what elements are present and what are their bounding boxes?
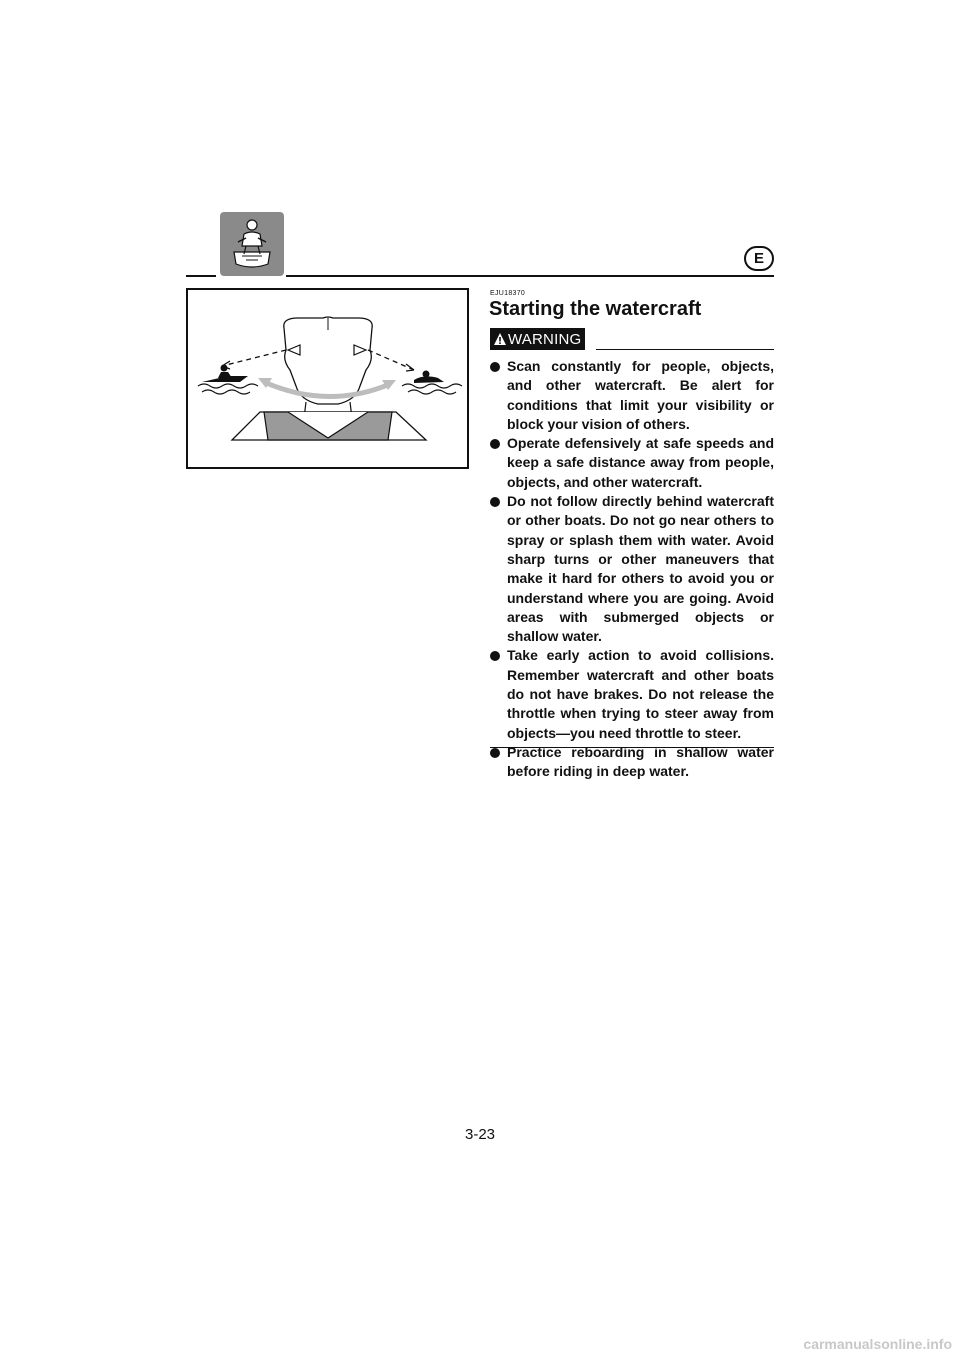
list-item: Take early action to avoid collisions. Remember watercraft and other boats do not have brakes. Do not release the throttle when trying to steer away from objects—you need throttle to steer. [490, 646, 774, 742]
section-title: Starting the watercraft [489, 298, 702, 320]
rider-vision-scan-illustration [188, 290, 467, 467]
section-code: EJU18370 [490, 290, 526, 297]
page-number: 3-23 [464, 1126, 496, 1143]
warning-bottom-rule [490, 747, 774, 748]
language-badge: E [744, 246, 774, 271]
bullet-icon [490, 748, 500, 758]
list-item: Practice reboarding in shallow water before riding in deep water. [490, 743, 774, 782]
personal-watercraft-rider-icon [220, 212, 284, 276]
list-item: Operate defensively at safe speeds and keep a safe distance away from people, objects, and other watercraft. [490, 434, 774, 492]
bullet-icon [490, 651, 500, 661]
bullet-icon [490, 497, 500, 507]
warning-triangle-icon [493, 332, 507, 346]
warning-rule [596, 349, 774, 350]
warning-label-text: WARNING [508, 330, 582, 348]
watermark: carmanualsonline.info [803, 1336, 952, 1352]
warning-header [490, 328, 774, 352]
list-item: Scan constantly for people, objects, and other watercraft. Be alert for conditions that limit your visibility or block your vision of others. [490, 357, 774, 434]
bullet-icon [490, 439, 500, 449]
warning-label [490, 328, 585, 350]
header-rule-left [186, 275, 216, 277]
list-item: Do not follow directly behind watercraft or other boats. Do not go near others to spray or splash them with water. Avoid sharp turns or other maneuvers that make it hard for others to avoid you or understand where you are going. Avoid areas with submerged objects or shallow water. [490, 492, 774, 646]
header-rule-right [286, 275, 774, 277]
warning-list [490, 357, 774, 782]
bullet-icon [490, 362, 500, 372]
rider-vision-figure [186, 288, 469, 469]
